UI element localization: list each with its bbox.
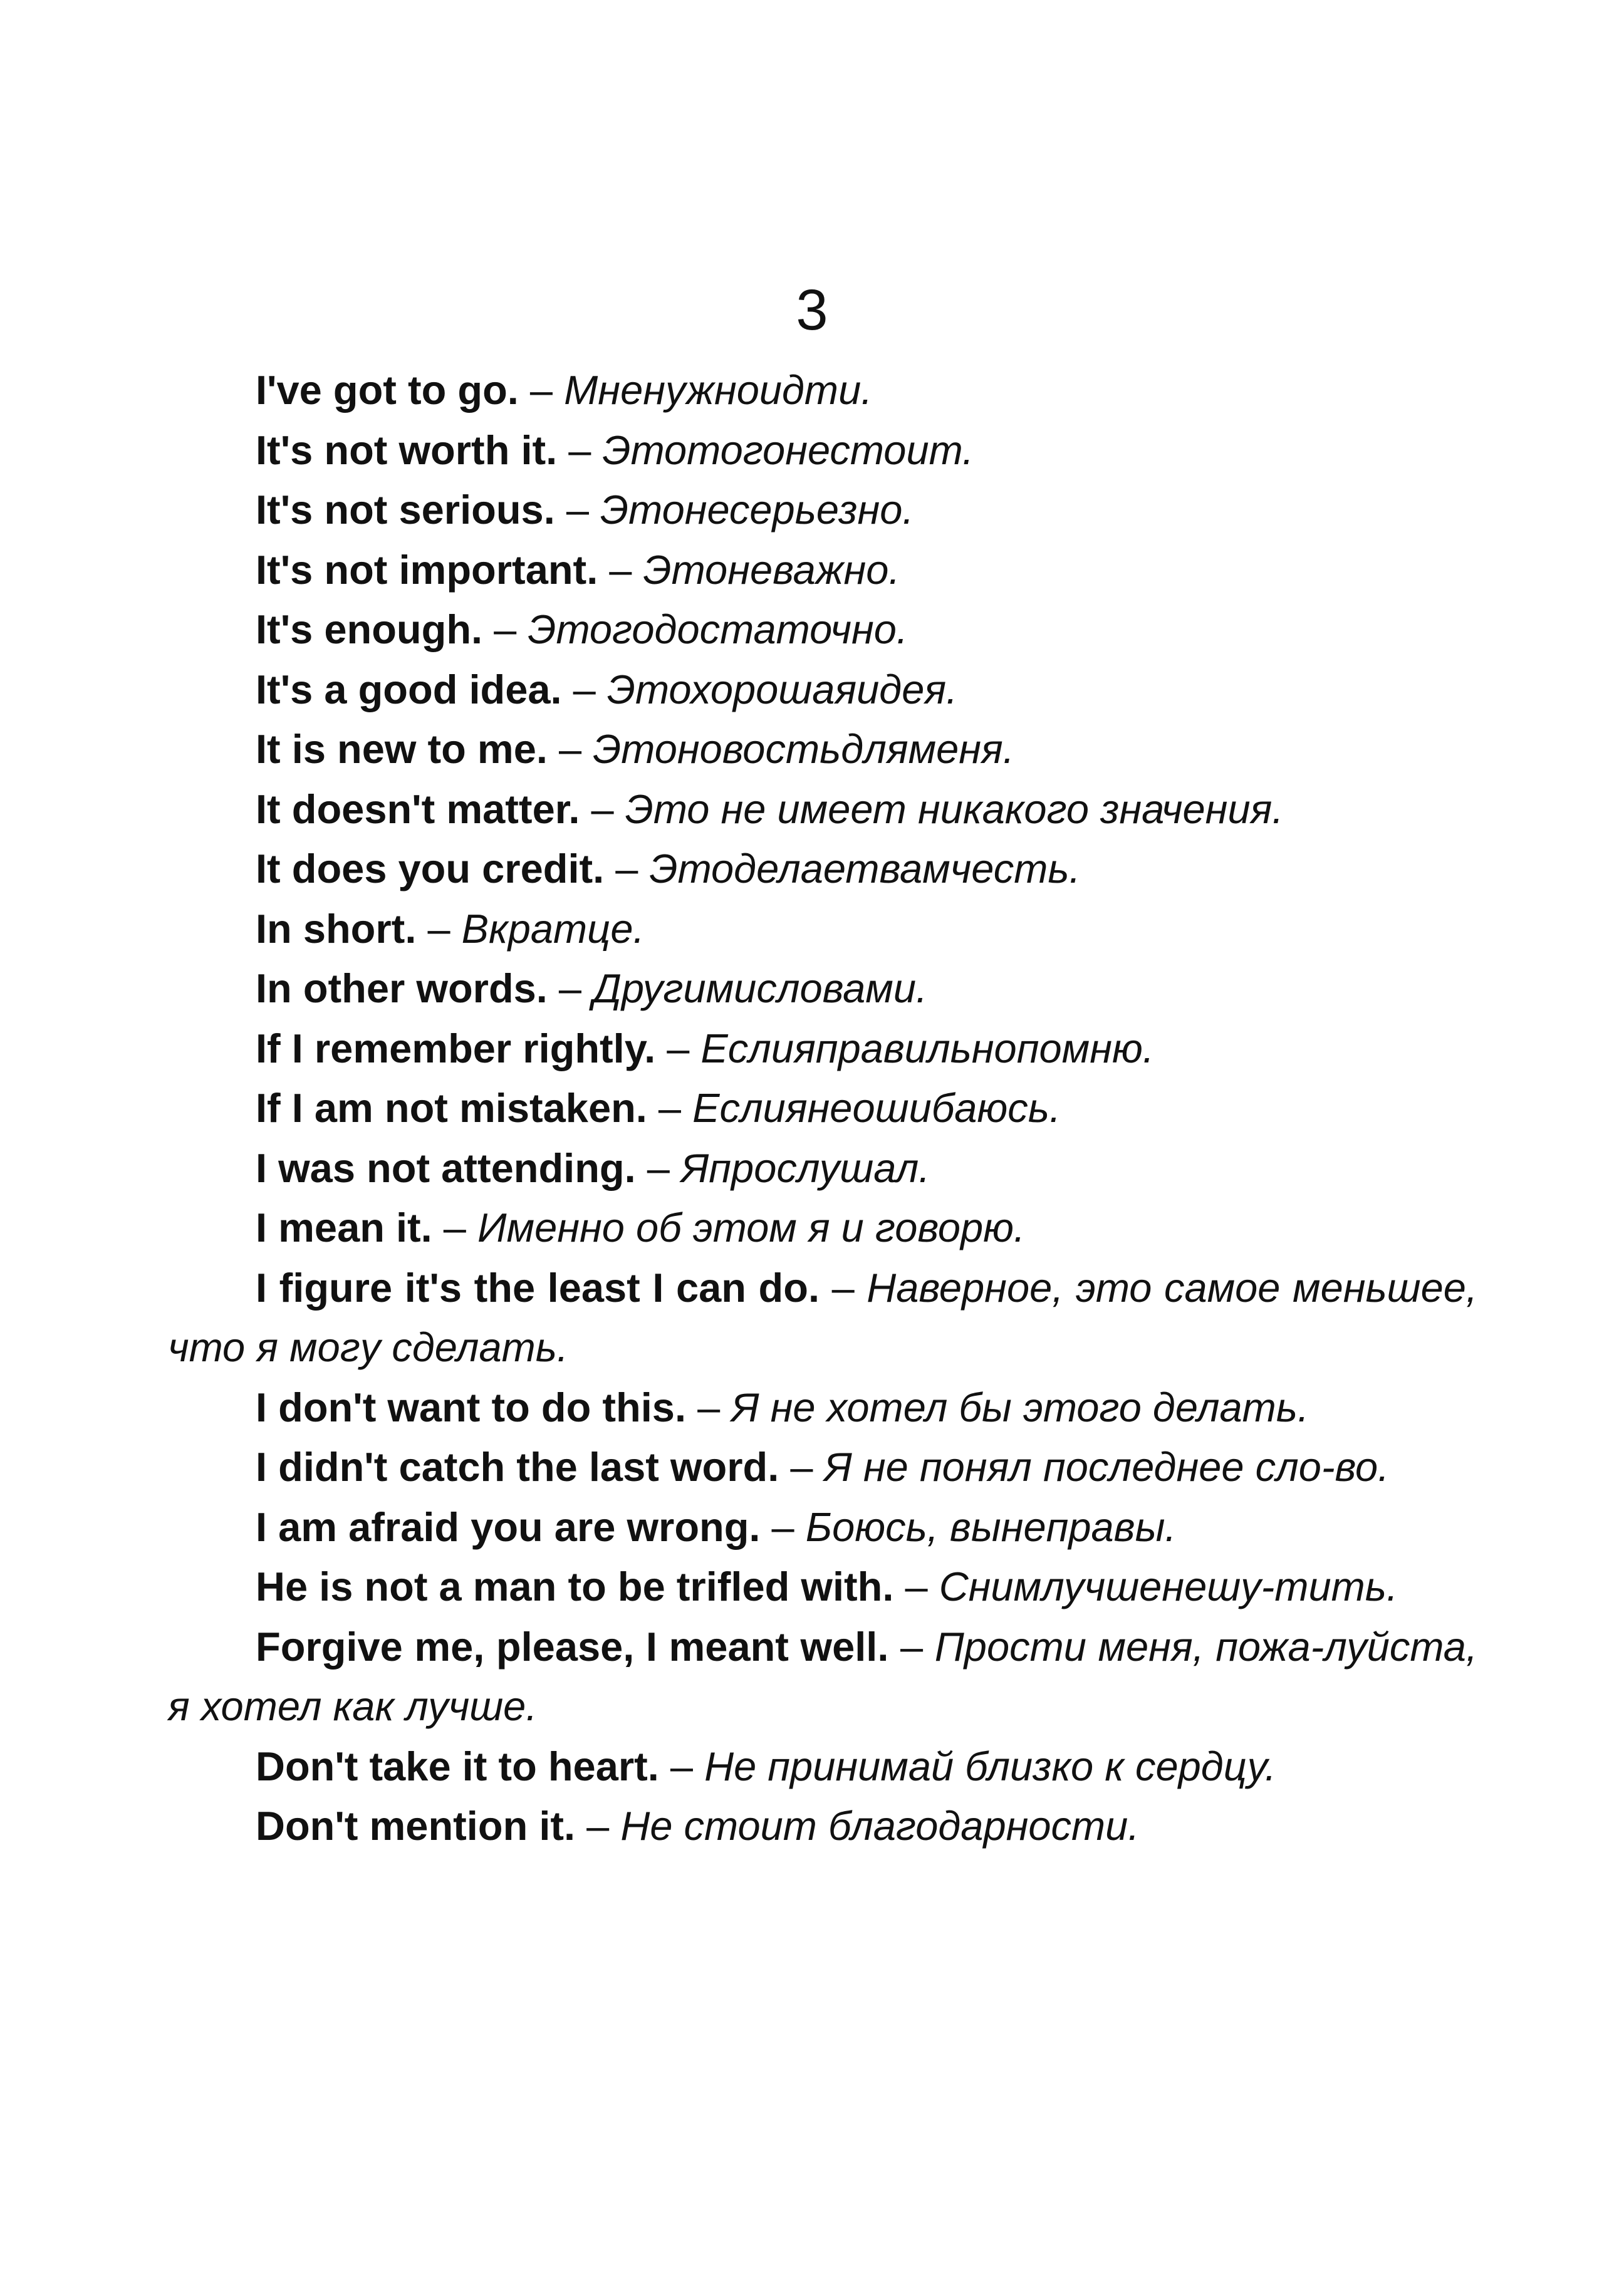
dash-separator: – — [416, 905, 462, 952]
russian-translation: Еслиянеошибаюсь. — [692, 1085, 1061, 1131]
dash-separator: – — [580, 786, 625, 832]
phrase-entry — [168, 839, 1477, 899]
phrase-entry — [168, 1557, 1477, 1617]
dash-separator: – — [561, 666, 607, 712]
english-phrase: I've got to go. — [256, 367, 519, 413]
english-phrase: It's not serious. — [256, 487, 555, 532]
phrase-entry — [168, 1019, 1477, 1079]
english-phrase: I mean it. — [256, 1205, 432, 1250]
dash-separator: – — [779, 1444, 825, 1490]
english-phrase: It's a good idea. — [256, 666, 562, 712]
phrase-entry — [168, 1138, 1477, 1198]
russian-translation: Наверное, это самое меньшее, что я могу сделать. — [168, 1264, 1477, 1370]
dash-separator: – — [893, 1564, 939, 1609]
russian-translation: Другимисловами. — [593, 965, 928, 1011]
dash-separator: – — [547, 726, 593, 772]
dash-separator: – — [655, 1025, 701, 1071]
dash-separator: – — [554, 487, 601, 532]
dash-separator: – — [604, 846, 650, 891]
dash-separator: – — [557, 427, 603, 473]
phrase-entry — [168, 1437, 1477, 1497]
dash-separator: – — [518, 367, 565, 413]
russian-translation: Я не хотел бы этого делать. — [731, 1384, 1309, 1430]
dash-separator: – — [547, 965, 593, 1011]
phrase-entry — [168, 779, 1477, 839]
phrase-entry — [168, 1078, 1477, 1138]
page-number: 3 — [796, 278, 828, 342]
english-phrase: I didn't catch the last word. — [256, 1444, 779, 1490]
phrase-entry — [168, 480, 1477, 540]
dash-separator: – — [647, 1085, 693, 1131]
russian-translation: Этогодостаточно. — [528, 606, 908, 652]
phrase-entry — [168, 1497, 1477, 1557]
english-phrase: I figure it's the least I can do. — [256, 1264, 820, 1311]
russian-translation: Этоневажно. — [643, 546, 900, 593]
phrase-entry — [168, 958, 1477, 1019]
russian-translation: Именно об этом я и говорю. — [477, 1205, 1026, 1250]
russian-translation: Этоделаетвамчесть. — [649, 846, 1081, 891]
dash-separator: – — [686, 1384, 732, 1430]
russian-translation: Япрослушал. — [680, 1145, 930, 1191]
russian-translation: Не стоит благодарности. — [620, 1803, 1140, 1849]
russian-translation: Этонесерьезно. — [600, 487, 914, 532]
dash-separator: – — [760, 1504, 806, 1550]
english-phrase: If I am not mistaken. — [256, 1085, 647, 1131]
phrase-entry — [168, 420, 1477, 480]
russian-translation: Этоновостьдляменя. — [593, 726, 1014, 772]
russian-translation: Этотогонестоит. — [602, 427, 974, 473]
phrase-list — [168, 360, 1477, 1856]
phrase-entry — [168, 1617, 1477, 1737]
russian-translation: Мненужноидти. — [564, 367, 873, 413]
english-phrase: It is new to me. — [256, 726, 548, 772]
english-phrase: Forgive me, please, I meant well. — [256, 1623, 889, 1670]
english-phrase: If I remember rightly. — [256, 1025, 656, 1071]
english-phrase: It's not important. — [256, 546, 598, 593]
dash-separator: – — [635, 1145, 681, 1191]
phrase-entry — [168, 540, 1477, 600]
russian-translation: Этохорошаяидея. — [606, 666, 958, 712]
phrase-entry — [168, 1737, 1477, 1797]
phrase-entry — [168, 1796, 1477, 1856]
english-phrase: It doesn't matter. — [256, 786, 580, 832]
russian-translation: Не принимай близко к сердцу. — [704, 1743, 1276, 1789]
phrase-entry — [168, 1258, 1477, 1378]
english-phrase: It does you credit. — [256, 846, 605, 891]
english-phrase: He is not a man to be trifled with. — [256, 1564, 894, 1609]
english-phrase: I am afraid you are wrong. — [256, 1504, 761, 1550]
phrase-entry — [168, 719, 1477, 779]
phrase-entry — [168, 660, 1477, 720]
russian-translation: Прости меня, пожа-луйста, я хотел как лучше. — [168, 1623, 1477, 1729]
russian-translation: Я не понял последнее сло-во. — [824, 1444, 1390, 1490]
phrase-entry — [168, 360, 1477, 420]
english-phrase: It's enough. — [256, 606, 483, 652]
russian-translation: Это не имеет никакого значения. — [625, 786, 1284, 832]
english-phrase: In short. — [256, 905, 417, 952]
phrase-entry — [168, 899, 1477, 959]
english-phrase: In other words. — [256, 965, 548, 1011]
phrase-entry — [168, 1198, 1477, 1258]
dash-separator: – — [820, 1264, 867, 1311]
russian-translation: Снимлучшенешу-тить. — [939, 1564, 1398, 1609]
english-phrase: It's not worth it. — [256, 427, 558, 473]
phrase-entry — [168, 1378, 1477, 1438]
russian-translation: Вкратце. — [461, 905, 645, 952]
dash-separator: – — [482, 606, 528, 652]
dash-separator: – — [658, 1743, 705, 1789]
russian-translation: Боюсь, вынеправы. — [805, 1504, 1177, 1550]
english-phrase: Don't take it to heart. — [256, 1743, 659, 1789]
english-phrase: I was not attending. — [256, 1145, 636, 1191]
dash-separator: – — [575, 1803, 621, 1849]
dash-separator: – — [888, 1623, 935, 1670]
russian-translation: Еслияправильнопомню. — [700, 1025, 1154, 1071]
dash-separator: – — [432, 1205, 478, 1250]
english-phrase: Don't mention it. — [256, 1803, 576, 1849]
dash-separator: – — [598, 546, 643, 593]
phrase-entry — [168, 600, 1477, 660]
english-phrase: I don't want to do this. — [256, 1384, 687, 1430]
